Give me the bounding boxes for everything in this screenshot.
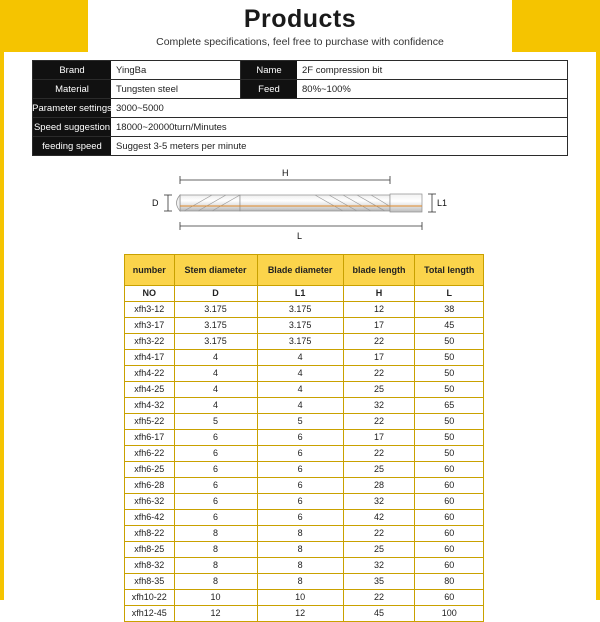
table-cell: xfh4-25 [125,382,175,398]
tool-shank [390,194,422,212]
table-cell: 25 [343,542,415,558]
table-cell: xfh8-32 [125,558,175,574]
table-row [125,542,484,558]
table-row [125,302,484,318]
subcol-d: D [174,286,257,302]
table-cell: 8 [257,542,343,558]
table-cell: 6 [257,430,343,446]
col-header-number: number [125,255,175,286]
table-cell: 17 [343,350,415,366]
table-cell: 32 [343,398,415,414]
table-cell: 4 [257,398,343,414]
table-cell: xfh3-22 [125,334,175,350]
table-row [125,382,484,398]
spec-label-brand: Brand [33,61,111,79]
subcol-no: NO [125,286,175,302]
table-cell: 38 [415,302,484,318]
table-row [125,414,484,430]
table-cell: 22 [343,446,415,462]
spec-value-material: Tungsten steel [111,80,241,98]
table-cell: 8 [257,558,343,574]
table-cell: 60 [415,590,484,606]
table-cell: 25 [343,462,415,478]
dimension-table-body [125,286,484,622]
table-cell: 6 [257,462,343,478]
table-cell: 4 [257,366,343,382]
table-row [125,606,484,622]
table-cell: 6 [174,430,257,446]
table-cell: 28 [343,478,415,494]
table-cell: 3.175 [174,302,257,318]
table-cell: 10 [174,590,257,606]
table-cell: 50 [415,430,484,446]
table-cell: xfh8-25 [125,542,175,558]
spec-label-name: Name [241,61,297,79]
tool-tip [177,195,181,211]
table-cell: 8 [174,542,257,558]
subcol-l1: L1 [257,286,343,302]
col-header-blade-diameter: Blade diameter [257,255,343,286]
table-cell: 60 [415,478,484,494]
table-cell: 6 [257,494,343,510]
table-cell: 32 [343,558,415,574]
dimension-table [124,254,484,622]
table-cell: 32 [343,494,415,510]
table-cell: 60 [415,494,484,510]
table-row [125,510,484,526]
table-cell: 8 [257,574,343,590]
table-row [125,430,484,446]
header-band-right [512,0,596,52]
table-cell: 3.175 [257,334,343,350]
table-row [125,574,484,590]
table-cell: 22 [343,414,415,430]
dimension-table-wrapper [124,254,476,622]
table-row [125,462,484,478]
label-l1: L1 [437,198,448,208]
table-cell: 6 [257,510,343,526]
subcol-h: H [343,286,415,302]
page-title: Products [243,4,357,33]
table-cell: 6 [174,478,257,494]
table-cell: 3.175 [174,334,257,350]
col-header-blade-length: blade length [343,255,415,286]
spec-row [33,61,567,80]
spec-row [33,80,567,99]
table-row [125,446,484,462]
label-d: D [152,198,159,208]
table-cell: 3.175 [174,318,257,334]
table-cell: 22 [343,526,415,542]
table-cell: 100 [415,606,484,622]
col-header-total-length: Total length [415,255,484,286]
page-subtitle: Complete specifications, feel free to purchase with confidence [156,35,444,48]
table-cell: xfh5-22 [125,414,175,430]
table-row [125,398,484,414]
spec-value-brand: YingBa [111,61,241,79]
spec-value-feeding-speed: Suggest 3-5 meters per minute [116,140,247,152]
table-row [125,494,484,510]
table-cell: 12 [174,606,257,622]
table-cell: 6 [174,510,257,526]
table-cell: xfh3-17 [125,318,175,334]
table-cell: 50 [415,334,484,350]
table-cell: xfh12-45 [125,606,175,622]
tool-drawing [4,166,596,250]
table-cell: xfh6-32 [125,494,175,510]
table-cell: 22 [343,366,415,382]
table-cell: xfh8-35 [125,574,175,590]
table-cell: 4 [174,382,257,398]
table-cell: 42 [343,510,415,526]
table-cell: 6 [174,446,257,462]
spec-label-speed-suggestion: Speed suggestion [33,118,111,136]
table-cell: 8 [174,526,257,542]
table-row [125,590,484,606]
table-cell: 50 [415,350,484,366]
table-cell: xfh3-12 [125,302,175,318]
spec-label-feed: Feed [241,80,297,98]
table-cell: 65 [415,398,484,414]
table-header-row [125,255,484,286]
table-row [125,526,484,542]
table-cell: xfh10-22 [125,590,175,606]
table-cell: 4 [174,398,257,414]
table-cell: 10 [257,590,343,606]
table-cell: 4 [174,366,257,382]
table-cell: xfh4-17 [125,350,175,366]
table-cell: 5 [174,414,257,430]
table-cell: xfh6-17 [125,430,175,446]
spec-value-name: 2F compression bit [302,64,383,76]
table-cell: 17 [343,318,415,334]
spec-label-material: Material [33,80,111,98]
table-cell: 17 [343,430,415,446]
col-header-stem-diameter: Stem diameter [174,255,257,286]
table-cell: 3.175 [257,318,343,334]
spec-row [33,137,567,156]
table-cell: 4 [257,350,343,366]
table-cell: 6 [174,494,257,510]
table-cell: 50 [415,446,484,462]
table-cell: 60 [415,542,484,558]
table-cell: xfh8-22 [125,526,175,542]
table-cell: 3.175 [257,302,343,318]
spec-row [33,118,567,137]
table-cell: 50 [415,382,484,398]
table-cell: 22 [343,334,415,350]
table-cell: xfh4-32 [125,398,175,414]
spec-row [33,99,567,118]
header-band-left [4,0,88,52]
table-cell: 60 [415,510,484,526]
table-cell: 60 [415,526,484,542]
table-cell: 6 [174,462,257,478]
spec-value-speed-suggestion: 18000~20000turn/Minutes [116,121,227,133]
table-cell: 50 [415,414,484,430]
tool-drawing-svg [140,166,460,250]
table-cell: 12 [343,302,415,318]
table-row [125,478,484,494]
table-cell: 4 [174,350,257,366]
table-cell: xfh4-22 [125,366,175,382]
table-cell: 45 [415,318,484,334]
table-cell: 50 [415,366,484,382]
table-cell: 8 [257,526,343,542]
table-cell: 5 [257,414,343,430]
table-cell: 80 [415,574,484,590]
label-l: L [297,231,303,241]
table-cell: 22 [343,590,415,606]
spec-value-feed: 80%~100% [302,83,351,95]
spec-label-feeding-speed: feeding speed [33,137,111,155]
table-row [125,334,484,350]
table-row [125,366,484,382]
subcol-l: L [415,286,484,302]
spec-table [32,60,568,156]
tool-cutting-section [180,195,240,211]
table-cell: 4 [257,382,343,398]
table-cell: 25 [343,382,415,398]
table-cell: xfh6-25 [125,462,175,478]
page-header [4,0,596,52]
table-cell: xfh6-42 [125,510,175,526]
table-cell: xfh6-28 [125,478,175,494]
table-cell: 8 [174,558,257,574]
table-cell: xfh6-22 [125,446,175,462]
table-row [125,318,484,334]
spec-value-parameter-settings: 3000~5000 [116,102,164,114]
table-row [125,350,484,366]
table-cell: 60 [415,462,484,478]
spec-label-parameter-settings: Parameter settings [33,99,111,117]
table-cell: 8 [174,574,257,590]
table-cell: 6 [257,478,343,494]
table-cell: 12 [257,606,343,622]
table-cell: 45 [343,606,415,622]
table-cell: 60 [415,558,484,574]
table-row [125,558,484,574]
table-subheader-row [125,286,484,302]
table-cell: 35 [343,574,415,590]
label-h: H [282,168,289,178]
table-cell: 6 [257,446,343,462]
